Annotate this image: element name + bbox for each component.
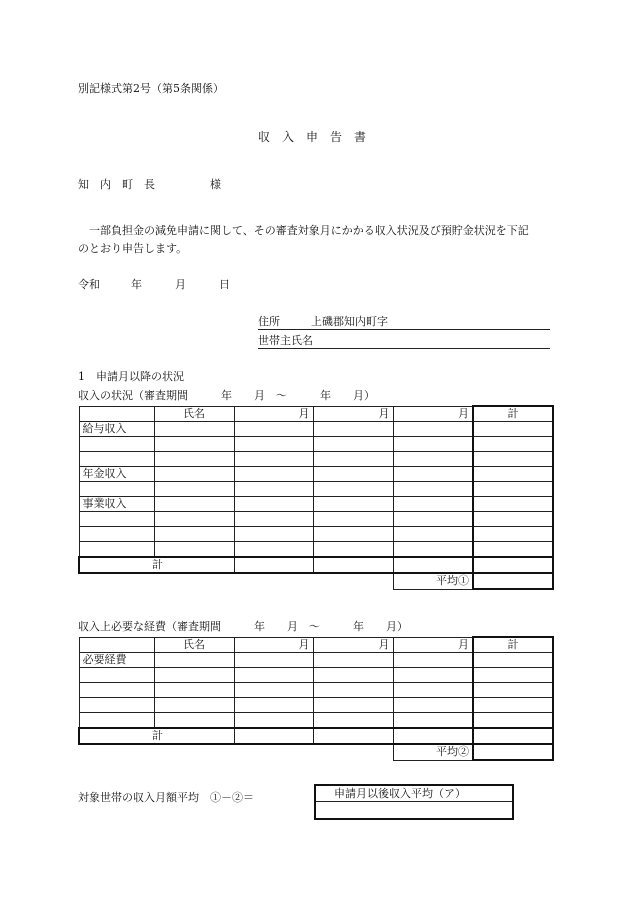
table-row [79, 512, 553, 527]
total-cell[interactable] [473, 452, 553, 467]
income-total-row [79, 557, 553, 573]
total-cell[interactable] [473, 668, 553, 683]
table-cell[interactable] [154, 653, 234, 668]
table-cell[interactable] [393, 527, 473, 542]
table-cell[interactable] [154, 467, 234, 482]
income-header-row [79, 406, 553, 422]
expenses-col-name: 氏名 [154, 637, 234, 653]
total-cell[interactable] [473, 437, 553, 452]
table-cell[interactable] [393, 482, 473, 497]
table-cell[interactable] [234, 512, 313, 527]
income-col-month-3: 月 [393, 406, 473, 422]
table-cell[interactable] [393, 728, 473, 744]
intro-line-2: のとおり申告します。 [78, 242, 188, 255]
income-header-blank [79, 406, 154, 422]
addressee [78, 176, 221, 192]
addressee-name: 知 内 町 長 [78, 178, 155, 191]
table-cell[interactable] [393, 497, 473, 512]
table-cell[interactable] [313, 653, 393, 668]
expenses-col-month-2: 月 [313, 637, 393, 653]
table-cell[interactable] [234, 728, 313, 744]
table-cell[interactable] [393, 698, 473, 713]
table-cell[interactable] [393, 653, 473, 668]
table-cell[interactable] [313, 542, 393, 558]
table-cell[interactable] [234, 482, 313, 497]
table-cell[interactable] [234, 422, 313, 437]
income-heading: 収入の状況（審査期間 年 月 ～ 年 月） [78, 389, 375, 402]
address-value: 上磯郡知内町字 [311, 315, 388, 328]
total-cell[interactable] [473, 557, 553, 573]
expenses-col-total: 計 [473, 637, 553, 653]
expenses-col-month-1: 月 [234, 637, 313, 653]
table-cell[interactable] [234, 668, 313, 683]
table-row [79, 482, 553, 497]
table-row [79, 527, 553, 542]
expenses-row-label [79, 698, 154, 713]
table-cell[interactable] [393, 437, 473, 452]
total-cell[interactable] [473, 497, 553, 512]
table-cell[interactable] [154, 683, 234, 698]
income-average-label: 平均① [393, 573, 473, 589]
total-cell[interactable] [473, 512, 553, 527]
address-line [258, 313, 550, 330]
expenses-heading: 収入上必要な経費（審査期間 年 月 ～ 年 月） [78, 620, 408, 633]
document-title: 収 入 申 告 書 [258, 130, 367, 144]
table-cell[interactable] [234, 437, 313, 452]
table-cell[interactable] [313, 467, 393, 482]
total-cell[interactable] [473, 422, 553, 437]
table-cell[interactable] [393, 422, 473, 437]
table-cell[interactable] [393, 467, 473, 482]
table-cell[interactable] [234, 467, 313, 482]
income-row-label [79, 482, 154, 497]
income-col-name: 氏名 [154, 406, 234, 422]
spacer [79, 573, 393, 589]
income-table [78, 405, 554, 590]
income-row-label [79, 542, 154, 558]
total-cell[interactable] [473, 728, 553, 744]
table-row [79, 542, 553, 558]
date-year: 年 [131, 278, 142, 291]
summary-box-value[interactable] [316, 801, 512, 817]
income-col-total: 計 [473, 406, 553, 422]
table-cell[interactable] [393, 512, 473, 527]
table-cell[interactable] [313, 512, 393, 527]
section-1-heading: 1 申請月以降の状況 [78, 370, 184, 383]
spacer [79, 744, 393, 760]
date-month: 月 [175, 278, 186, 291]
table-cell[interactable] [393, 683, 473, 698]
householder-label: 世帯主氏名 [258, 334, 313, 347]
date-line [78, 276, 230, 292]
date-era: 令和 [78, 278, 100, 291]
table-cell[interactable] [154, 668, 234, 683]
table-cell[interactable] [234, 527, 313, 542]
total-cell[interactable] [473, 482, 553, 497]
income-col-month-1: 月 [234, 406, 313, 422]
table-row [79, 668, 553, 683]
table-cell[interactable] [313, 683, 393, 698]
table-cell[interactable] [234, 698, 313, 713]
expenses-col-month-3: 月 [393, 637, 473, 653]
table-cell[interactable] [313, 557, 393, 573]
table-cell[interactable] [154, 452, 234, 467]
total-cell[interactable] [473, 698, 553, 713]
expenses-row-label [79, 668, 154, 683]
table-cell[interactable] [234, 683, 313, 698]
table-cell[interactable] [313, 713, 393, 729]
table-cell[interactable] [154, 527, 234, 542]
table-cell[interactable] [234, 497, 313, 512]
table-cell[interactable] [154, 497, 234, 512]
table-row [79, 653, 553, 668]
table-cell[interactable] [234, 713, 313, 729]
table-cell[interactable] [154, 512, 234, 527]
expenses-header-row [79, 637, 553, 653]
summary-box [314, 784, 514, 820]
total-cell[interactable] [473, 713, 553, 729]
expenses-row-label [79, 683, 154, 698]
table-cell[interactable] [234, 557, 313, 573]
expenses-row-label: 必要経費 [79, 653, 154, 668]
form-id: 別記様式第2号（第5条関係） [78, 82, 224, 95]
total-cell[interactable] [473, 653, 553, 668]
table-cell[interactable] [393, 557, 473, 573]
income-row-label [79, 437, 154, 452]
summary-label: 対象世帯の収入月額平均 ①－②＝ [78, 791, 254, 804]
expenses-table [78, 636, 554, 761]
income-total-label: 計 [79, 557, 234, 573]
expenses-total-label: 計 [79, 728, 234, 744]
table-cell[interactable] [313, 527, 393, 542]
income-row-label: 給与収入 [79, 422, 154, 437]
income-row-label: 事業収入 [79, 497, 154, 512]
table-cell[interactable] [154, 698, 234, 713]
income-row-label [79, 527, 154, 542]
summary-box-label: 申請月以後収入平均（ア） [334, 787, 466, 800]
expenses-total-row [79, 728, 553, 744]
table-cell[interactable] [313, 698, 393, 713]
table-row [79, 467, 553, 482]
total-cell[interactable] [473, 467, 553, 482]
table-cell[interactable] [313, 482, 393, 497]
table-row [79, 422, 553, 437]
table-cell[interactable] [313, 497, 393, 512]
table-row [79, 698, 553, 713]
table-cell[interactable] [234, 653, 313, 668]
expenses-average-row [79, 744, 553, 760]
income-row-label [79, 452, 154, 467]
table-cell[interactable] [313, 452, 393, 467]
expenses-average-label: 平均② [393, 744, 473, 760]
table-cell[interactable] [313, 437, 393, 452]
income-row-label: 年金収入 [79, 467, 154, 482]
table-row [79, 497, 553, 512]
total-cell[interactable] [473, 527, 553, 542]
expenses-row-label [79, 713, 154, 729]
table-cell[interactable] [154, 422, 234, 437]
table-cell[interactable] [234, 452, 313, 467]
table-cell[interactable] [234, 542, 313, 558]
table-cell[interactable] [393, 542, 473, 558]
income-average-row [79, 573, 553, 589]
address-label: 住所 [258, 315, 280, 328]
date-day: 日 [219, 278, 230, 291]
table-cell[interactable] [313, 422, 393, 437]
table-row [79, 683, 553, 698]
table-cell[interactable] [313, 728, 393, 744]
table-cell[interactable] [393, 713, 473, 729]
addressee-suffix: 様 [210, 178, 221, 191]
householder-line [258, 332, 550, 349]
table-cell[interactable] [154, 542, 234, 558]
table-cell[interactable] [393, 668, 473, 683]
income-average-value[interactable] [473, 573, 553, 589]
table-row [79, 452, 553, 467]
table-row [79, 437, 553, 452]
table-cell[interactable] [154, 713, 234, 729]
table-cell[interactable] [154, 437, 234, 452]
total-cell[interactable] [473, 683, 553, 698]
income-col-month-2: 月 [313, 406, 393, 422]
expenses-average-value[interactable] [473, 744, 553, 760]
income-row-label [79, 512, 154, 527]
total-cell[interactable] [473, 542, 553, 558]
table-cell[interactable] [393, 452, 473, 467]
intro-line-1: 一部負担金の減免申請に関して、その審査対象月にかかる収入状況及び預貯金状況を下記 [78, 224, 529, 237]
table-row [79, 713, 553, 729]
table-cell[interactable] [313, 668, 393, 683]
expenses-header-blank [79, 637, 154, 653]
table-cell[interactable] [154, 482, 234, 497]
